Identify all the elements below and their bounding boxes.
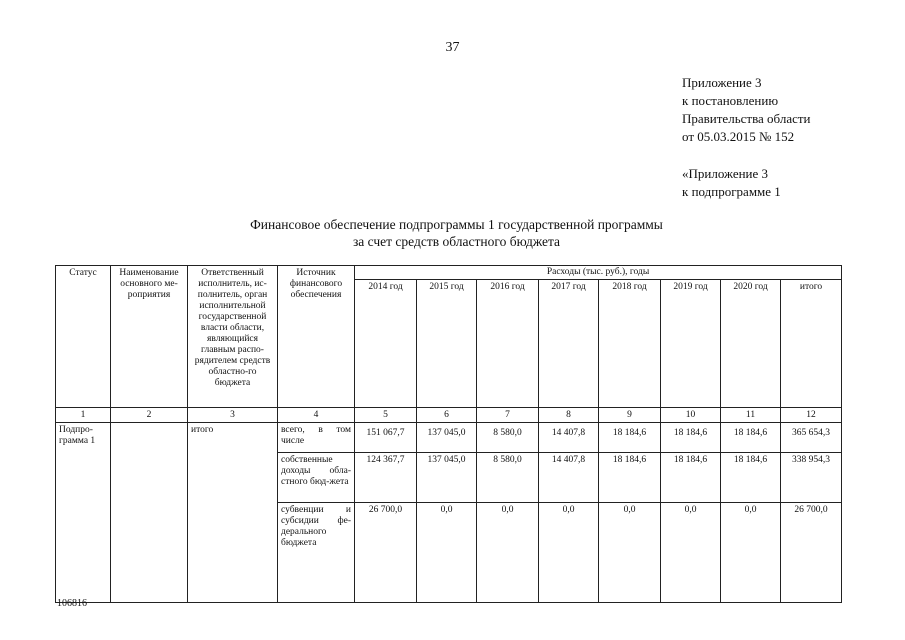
header-year: 2016 год — [477, 280, 539, 408]
activity-cell — [111, 423, 188, 603]
column-number: 5 — [355, 408, 417, 423]
footer-code: 106816 — [57, 598, 87, 609]
value-cell: 0,0 — [539, 503, 599, 603]
page-number: 37 — [445, 40, 460, 55]
value-cell: 124 367,7 — [355, 453, 417, 503]
column-number: 12 — [781, 408, 842, 423]
header-year: 2019 год — [661, 280, 721, 408]
value-cell: 8 580,0 — [477, 453, 539, 503]
header-activity: Наименование основного ме-роприятия — [111, 266, 188, 408]
value-cell: 0,0 — [661, 503, 721, 603]
column-number: 6 — [417, 408, 477, 423]
header-year: 2020 год — [721, 280, 781, 408]
annex-line-1: Приложение 3 — [682, 75, 762, 90]
annex-sub-line-1: «Приложение 3 — [682, 166, 769, 181]
header-total: итого — [781, 280, 842, 408]
annex-sub-header — [682, 165, 781, 201]
value-cell: 26 700,0 — [781, 503, 842, 603]
document-title — [0, 216, 905, 250]
column-number-row — [56, 408, 842, 423]
value-cell: 338 954,3 — [781, 453, 842, 503]
column-number: 2 — [111, 408, 188, 423]
status-cell: Подпро-грамма 1 — [56, 423, 111, 603]
value-cell: 18 184,6 — [661, 453, 721, 503]
value-cell: 18 184,6 — [721, 453, 781, 503]
column-number: 3 — [188, 408, 278, 423]
column-number: 11 — [721, 408, 781, 423]
column-number: 10 — [661, 408, 721, 423]
header-year: 2014 год — [355, 280, 417, 408]
annex-sub-line-2: к подпрограмме 1 — [682, 184, 781, 199]
source-cell: всего, в том числе — [278, 423, 355, 453]
column-number: 9 — [599, 408, 661, 423]
column-number: 4 — [278, 408, 355, 423]
source-cell: собственные доходы обла-стного бюд-жета — [278, 453, 355, 503]
value-cell: 8 580,0 — [477, 423, 539, 453]
annex-line-3: Правительства области — [682, 111, 811, 126]
table-row — [56, 423, 842, 453]
value-cell: 0,0 — [599, 503, 661, 603]
header-row-1 — [56, 266, 842, 280]
header-expenses: Расходы (тыс. руб.), годы — [355, 266, 842, 280]
value-cell: 18 184,6 — [599, 453, 661, 503]
value-cell: 14 407,8 — [539, 453, 599, 503]
value-cell: 18 184,6 — [599, 423, 661, 453]
value-cell: 18 184,6 — [661, 423, 721, 453]
header-source: Источник финансового обеспечения — [278, 266, 355, 408]
column-number: 1 — [56, 408, 111, 423]
value-cell: 137 045,0 — [417, 423, 477, 453]
header-executor: Ответственный исполнитель, ис-полнитель, орган исполнительной государственной власти области, являющийся главным распо-рядителем средств областно-го бюджета — [188, 266, 278, 408]
annex-line-2: к постановлению — [682, 93, 779, 108]
value-cell: 137 045,0 — [417, 453, 477, 503]
value-cell: 18 184,6 — [721, 423, 781, 453]
column-number: 7 — [477, 408, 539, 423]
value-cell: 0,0 — [477, 503, 539, 603]
annex-header — [682, 74, 811, 146]
value-cell: 26 700,0 — [355, 503, 417, 603]
header-year: 2015 год — [417, 280, 477, 408]
executor-cell: итого — [188, 423, 278, 603]
value-cell: 0,0 — [721, 503, 781, 603]
title-line-1: Финансовое обеспечение подпрограммы 1 государственной программы — [250, 217, 663, 232]
annex-line-4: от 05.03.2015 № 152 — [682, 129, 795, 144]
column-number: 8 — [539, 408, 599, 423]
budget-table — [55, 265, 842, 603]
value-cell: 14 407,8 — [539, 423, 599, 453]
value-cell: 151 067,7 — [355, 423, 417, 453]
header-year: 2017 год — [539, 280, 599, 408]
header-year: 2018 год — [599, 280, 661, 408]
source-cell: субвенции и субсидии фе-дерального бюджета — [278, 503, 355, 603]
header-status: Статус — [56, 266, 111, 408]
title-line-2: за счет средств областного бюджета — [352, 234, 561, 249]
value-cell: 365 654,3 — [781, 423, 842, 453]
value-cell: 0,0 — [417, 503, 477, 603]
